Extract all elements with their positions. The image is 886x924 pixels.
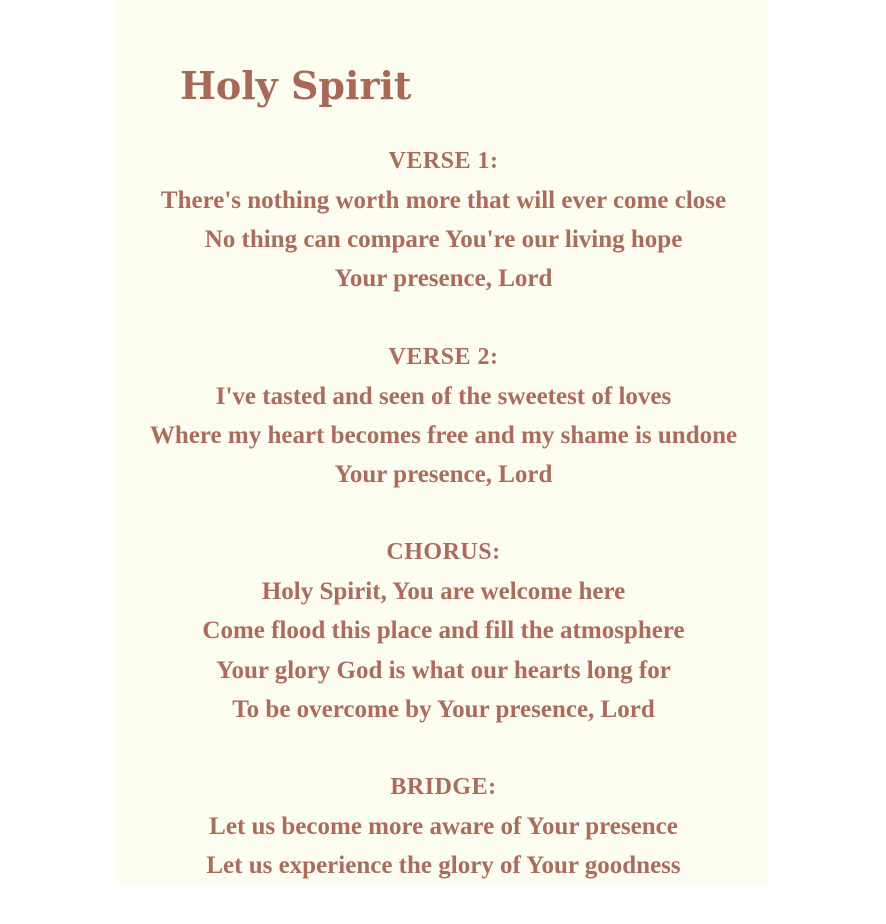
bridge-section — [118, 768, 769, 885]
verse-2-section — [118, 338, 769, 495]
lyric-line: Your presence, Lord — [334, 460, 553, 488]
lyric-line: Where my heart becomes free and my shame is undone — [149, 421, 738, 449]
lyric-line: No thing can compare You're our living hope — [204, 226, 683, 254]
lyrics-body — [118, 142, 769, 924]
lyric-line: Come flood this place and fill the atmosphere — [202, 617, 685, 645]
song-title: Holy Spirit — [180, 63, 412, 108]
lyrics-sheet — [118, 0, 769, 886]
lyric-line: Your glory God is what our hearts long for — [216, 656, 671, 684]
lyric-line: There's nothing worth more that will ever come close — [160, 187, 727, 214]
lyric-line: To be overcome by Your presence, Lord — [232, 695, 655, 723]
lyric-line: Let us experience the glory of Your goodness — [206, 852, 681, 880]
verse-2-heading: VERSE 2: — [388, 343, 499, 370]
lyric-line: Your presence, Lord — [334, 265, 553, 293]
lyric-line: I've tasted and seen of the sweetest of loves — [215, 382, 672, 410]
bridge-heading: BRIDGE: — [390, 773, 497, 800]
lyric-line: Holy Spirit, You are welcome here — [261, 578, 626, 606]
verse-1-section — [118, 142, 769, 299]
verse-1-heading: VERSE 1: — [388, 148, 499, 174]
lyric-line: Let us become more aware of Your presence — [209, 812, 678, 840]
chorus-heading: CHORUS: — [386, 539, 501, 566]
chorus-section — [118, 533, 769, 729]
